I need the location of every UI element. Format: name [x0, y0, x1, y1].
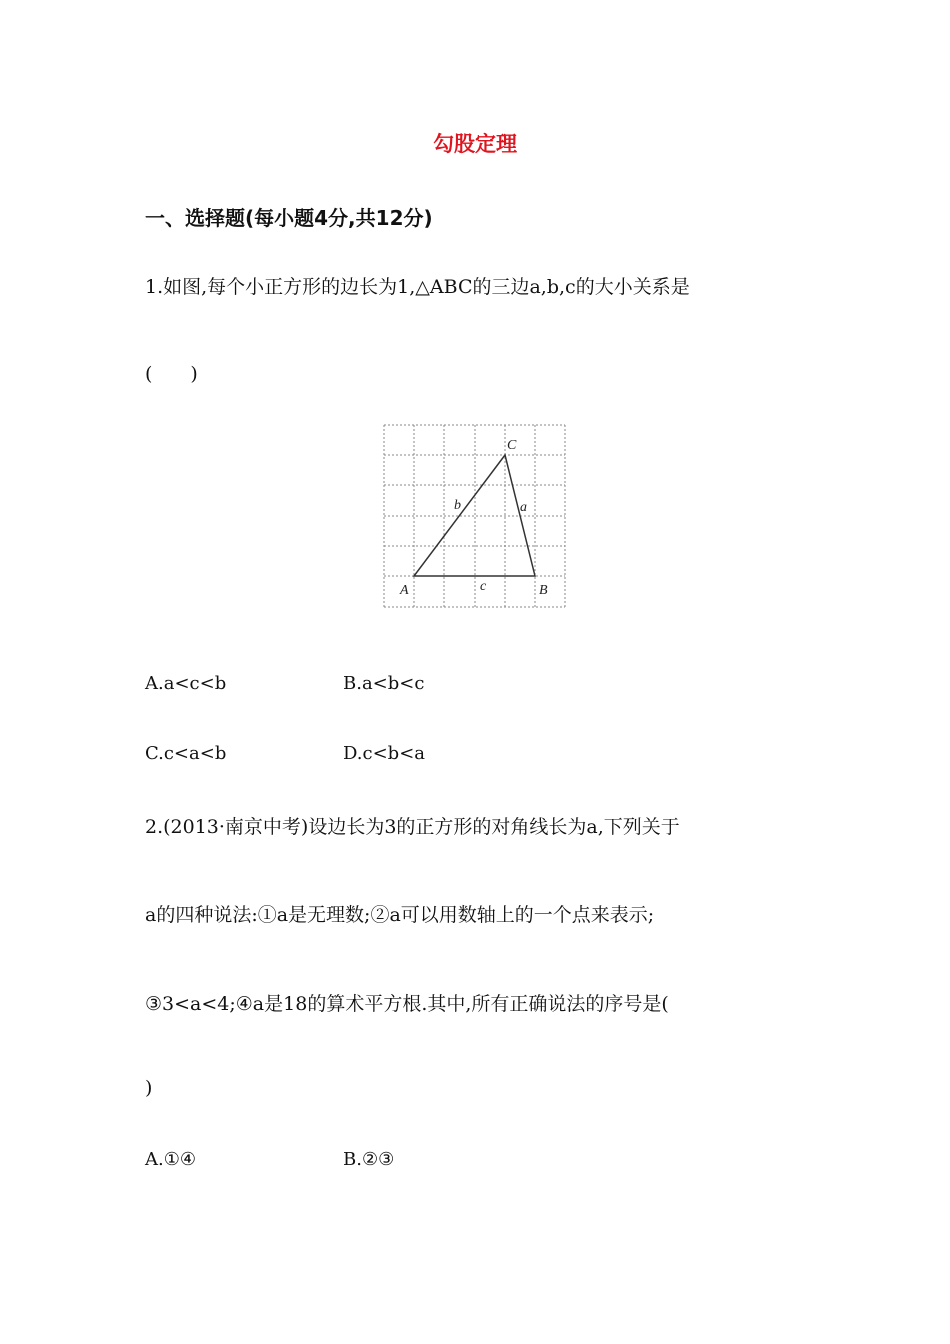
grid-triangle-figure: [383, 424, 566, 608]
page-title: 勾股定理: [433, 132, 517, 156]
label-vertex-c: C: [507, 438, 517, 453]
label-side-a: a: [520, 500, 527, 515]
q1-option-a: A.a<c<b: [145, 673, 227, 694]
question-1-answer-paren: ( ): [145, 363, 198, 385]
question-2-line-1: 2.(2013·南京中考)设边长为3的正方形的对角线长为a,下列关于: [145, 816, 680, 838]
section-heading: 一、选择题(每小题4分,共12分): [145, 206, 433, 230]
grid-lines: [384, 425, 565, 607]
q1-option-d: D.c<b<a: [343, 743, 426, 764]
q1-option-b: B.a<b<c: [343, 673, 425, 694]
question-1-stem: 1.如图,每个小正方形的边长为1,△ABC的三边a,b,c的大小关系是: [145, 276, 690, 298]
question-2-line-3: ③3<a<4;④a是18的算术平方根.其中,所有正确说法的序号是(: [145, 993, 669, 1015]
label-side-b: b: [454, 498, 461, 513]
q2-option-b: B.②③: [343, 1149, 395, 1170]
q1-option-c: C.c<a<b: [145, 743, 227, 764]
question-2-line-2: a的四种说法:①a是无理数;②a可以用数轴上的一个点来表示;: [145, 904, 655, 926]
question-2-line-4: ): [145, 1077, 153, 1099]
label-side-c: c: [480, 579, 487, 594]
label-vertex-a: A: [400, 583, 409, 598]
q2-option-a: A.①④: [145, 1149, 196, 1170]
label-vertex-b: B: [539, 583, 548, 598]
